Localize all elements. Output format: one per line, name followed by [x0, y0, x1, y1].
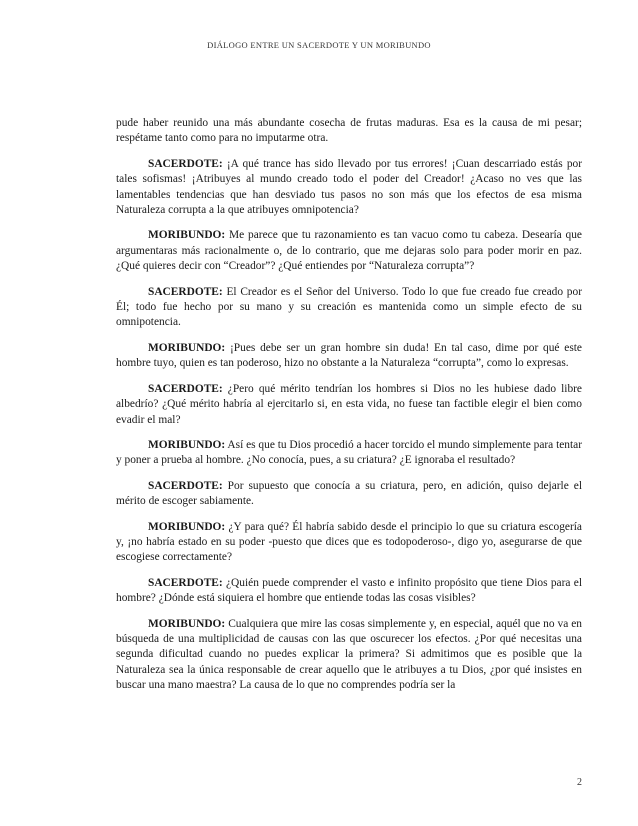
paragraph-text: Cualquiera que mire las cosas simplemente y, en especial, aquél que no va en búsqueda de una multiplicidad de causas con las que oscurecer los efectos. ¿Por qué necesitas una segunda dificultad cuando no puedes explicar la primera? Si admitimos que es posible que la Naturaleza sea la única responsable de crear aquello que le atribuyes a tu Dios, ¿por qué insistes en buscar una mano maestra? La causa de lo que no comprendes podría ser la	[116, 617, 582, 692]
paragraph	[116, 341, 582, 372]
paragraph	[116, 285, 582, 331]
paragraph	[116, 228, 582, 274]
paragraph-text: El Creador es el Señor del Universo. Todo lo que fue creado fue creado por Él; todo fue hecho por su mano y su creación es mantenida como un simple efecto de su omnipotencia.	[116, 285, 582, 329]
paragraph-text: pude haber reunido una más abundante cosecha de frutas maduras. Esa es la causa de mi pesar; respétame tanto como para no imputarme otra.	[116, 117, 582, 145]
speaker-label: SACERDOTE:	[148, 479, 223, 492]
speaker-label: MORIBUNDO:	[148, 438, 226, 451]
speaker-label: MORIBUNDO:	[148, 229, 226, 242]
paragraph-text: ¿Quién puede comprender el vasto e infinito propósito que tiene Dios para el hombre? ¿Dónde está siquiera el hombre que entiende todas las cosas visibles?	[116, 576, 582, 605]
paragraph	[116, 382, 582, 428]
speaker-label: MORIBUNDO:	[148, 617, 226, 630]
speaker-label: MORIBUNDO:	[148, 341, 226, 354]
paragraph	[116, 520, 582, 566]
speaker-label: MORIBUNDO:	[148, 520, 226, 533]
speaker-label: SACERDOTE:	[148, 157, 223, 170]
paragraph	[116, 479, 582, 510]
paragraph	[116, 438, 582, 469]
dialogue-body	[116, 116, 582, 704]
paragraph	[116, 116, 582, 147]
paragraph-text: Por supuesto que conocía a su criatura, pero, en adición, quiso dejarle el mérito de escoger sabiamente.	[116, 479, 582, 508]
paragraph	[116, 157, 582, 219]
paragraph	[116, 576, 582, 607]
paragraph-text: Así es que tu Dios procedió a hacer torcido el mundo simplemente para tentar y poner a prueba al hombre. ¿No conocía, pues, a su criatura? ¿E ignoraba el resultado?	[116, 438, 582, 467]
paragraph-text: ¿Y para qué? Él habría sabido desde el principio lo que su criatura escogería y, ¡no habría estado en su poder -puesto que dices que es todopoderoso-, digo yo, asegurarse de que escogiese correctamente?	[116, 520, 582, 564]
paragraph-text: ¡A qué trance has sido llevado por tus errores! ¡Cuan descarriado estás por tales sofismas! ¡Atribuyes al mundo creado todo el poder del Creador! ¿Acaso no ves que las lamentables tendencias que han desviado tus pasos no son más que los efectos de esa misma Naturaleza corrupta a la que atribuyes omnipotencia?	[116, 157, 582, 217]
paragraph	[116, 617, 582, 694]
speaker-label: SACERDOTE:	[148, 382, 223, 395]
paragraph-text: ¡Pues debe ser un gran hombre sin duda! En tal caso, dime por qué este hombre tuyo, quien es tan poderoso, hizo no obstante a la Naturaleza “corrupta”, como lo expresas.	[116, 341, 582, 370]
paragraph-text: Me parece que tu razonamiento es tan vacuo como tu cabeza. Desearía que argumentaras más racionalmente o, de lo contrario, que me dejaras solo para poder morir en paz. ¿Qué quieres decir con “Creador”? ¿Qué entiendes por “Naturaleza corrupta”?	[116, 229, 582, 273]
paragraph-text: ¿Pero qué mérito tendrían los hombres si Dios no les hubiese dado libre albedrío? ¿Qué mérito habría al ejercitarlo si, en esta vida, no fuese tan factible elegir el bien como evadir el mal?	[116, 382, 582, 426]
speaker-label: SACERDOTE:	[148, 285, 223, 298]
page-number: 2	[577, 777, 582, 788]
running-header: DIÁLOGO ENTRE UN SACERDOTE Y UN MORIBUNDO	[207, 40, 431, 50]
speaker-label: SACERDOTE:	[148, 576, 223, 589]
